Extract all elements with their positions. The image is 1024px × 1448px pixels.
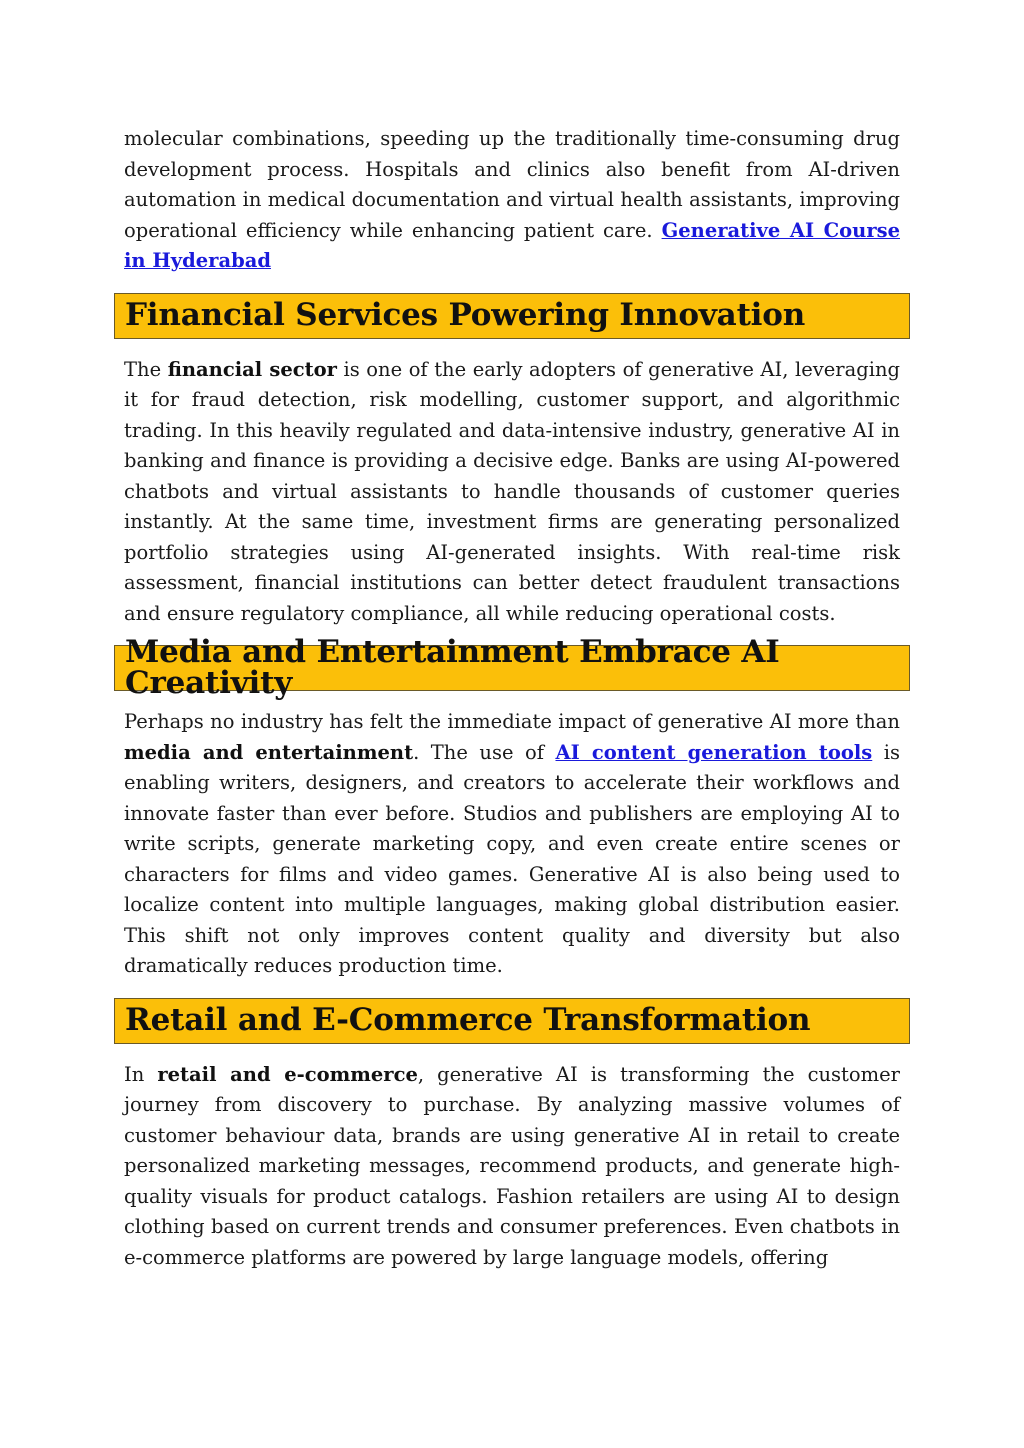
financial-post: is one of the early adopters of generative AI, leveraging it for fraud detection, risk modelling, customer support, and algorithmic trading. In this heavily regulated and data-intensive industry, generative AI in banking and finance is providing a decisive edge. Banks are using AI-powered chatbots and virtual assistants to handle thousands of customer queries instantly. At the same time, investment firms are generating personalized portfolio strategies using AI-generated insights. With real-time risk assessment, financial institutions can better detect fraudulent transactions and ensure regulatory compliance, all while reducing operational costs.	[124, 357, 901, 625]
retail-post: , generative AI is transforming the customer journey from discovery to purchase. By analyzing massive volumes of customer behaviour data, brands are using generative AI in retail to create personalized marketing messages, recommend products, and generate high-quality visuals for product catalogs. Fashion retailers are using AI to design clothing based on current trends and consumer preferences. Even chatbots in e-commerce platforms are powered by large language models, offering	[124, 1062, 900, 1269]
financial-bold: financial sector	[167, 357, 337, 381]
media-section-heading-box	[114, 634, 910, 701]
intro-paragraph	[124, 124, 900, 277]
financial-pre: The	[124, 357, 162, 381]
retail-bold: retail and e-commerce	[157, 1062, 418, 1086]
media-section-heading: Media and Entertainment Embrace AI Creativity	[125, 634, 780, 701]
ai-content-generation-tools-link[interactable]: AI content generation tools	[555, 740, 873, 764]
financial-section-heading: Financial Services Powering Innovation	[125, 297, 806, 333]
media-paragraph	[124, 707, 900, 982]
intro-text: molecular combinations, speeding up the traditionally time-consuming drug development process. Hospitals and clinics also benefit from AI-driven automation in medical documentation and virtual health assistants, improving operational efficiency while enhancing patient care.	[124, 127, 900, 242]
media-post: is enabling writers, designers, and creators to accelerate their workflows and innovate faster than ever before. Studios and publishers are employing AI to write scripts, generate marketing copy, and even create entire scenes or characters for films and video games. Generative AI is also being used to localize content into multiple languages, making global distribution easier. This shift not only improves content quality and diversity but also dramatically reduces production time.	[124, 740, 901, 977]
generative-ai-course-link[interactable]: Generative AI Course in Hyderabad	[124, 218, 900, 272]
retail-section-heading-box	[114, 998, 910, 1044]
financial-paragraph	[124, 355, 900, 630]
financial-section-heading-box	[114, 293, 910, 339]
retail-section-heading: Retail and E-Commerce Transformation	[125, 1002, 811, 1038]
document-page	[124, 124, 900, 1273]
media-pre: Perhaps no industry has felt the immediate impact of generative AI more than	[124, 710, 900, 733]
retail-pre: In	[124, 1062, 145, 1086]
media-bold: media and entertainment	[124, 740, 414, 764]
media-mid: . The use of	[413, 740, 544, 764]
retail-paragraph	[124, 1060, 900, 1274]
